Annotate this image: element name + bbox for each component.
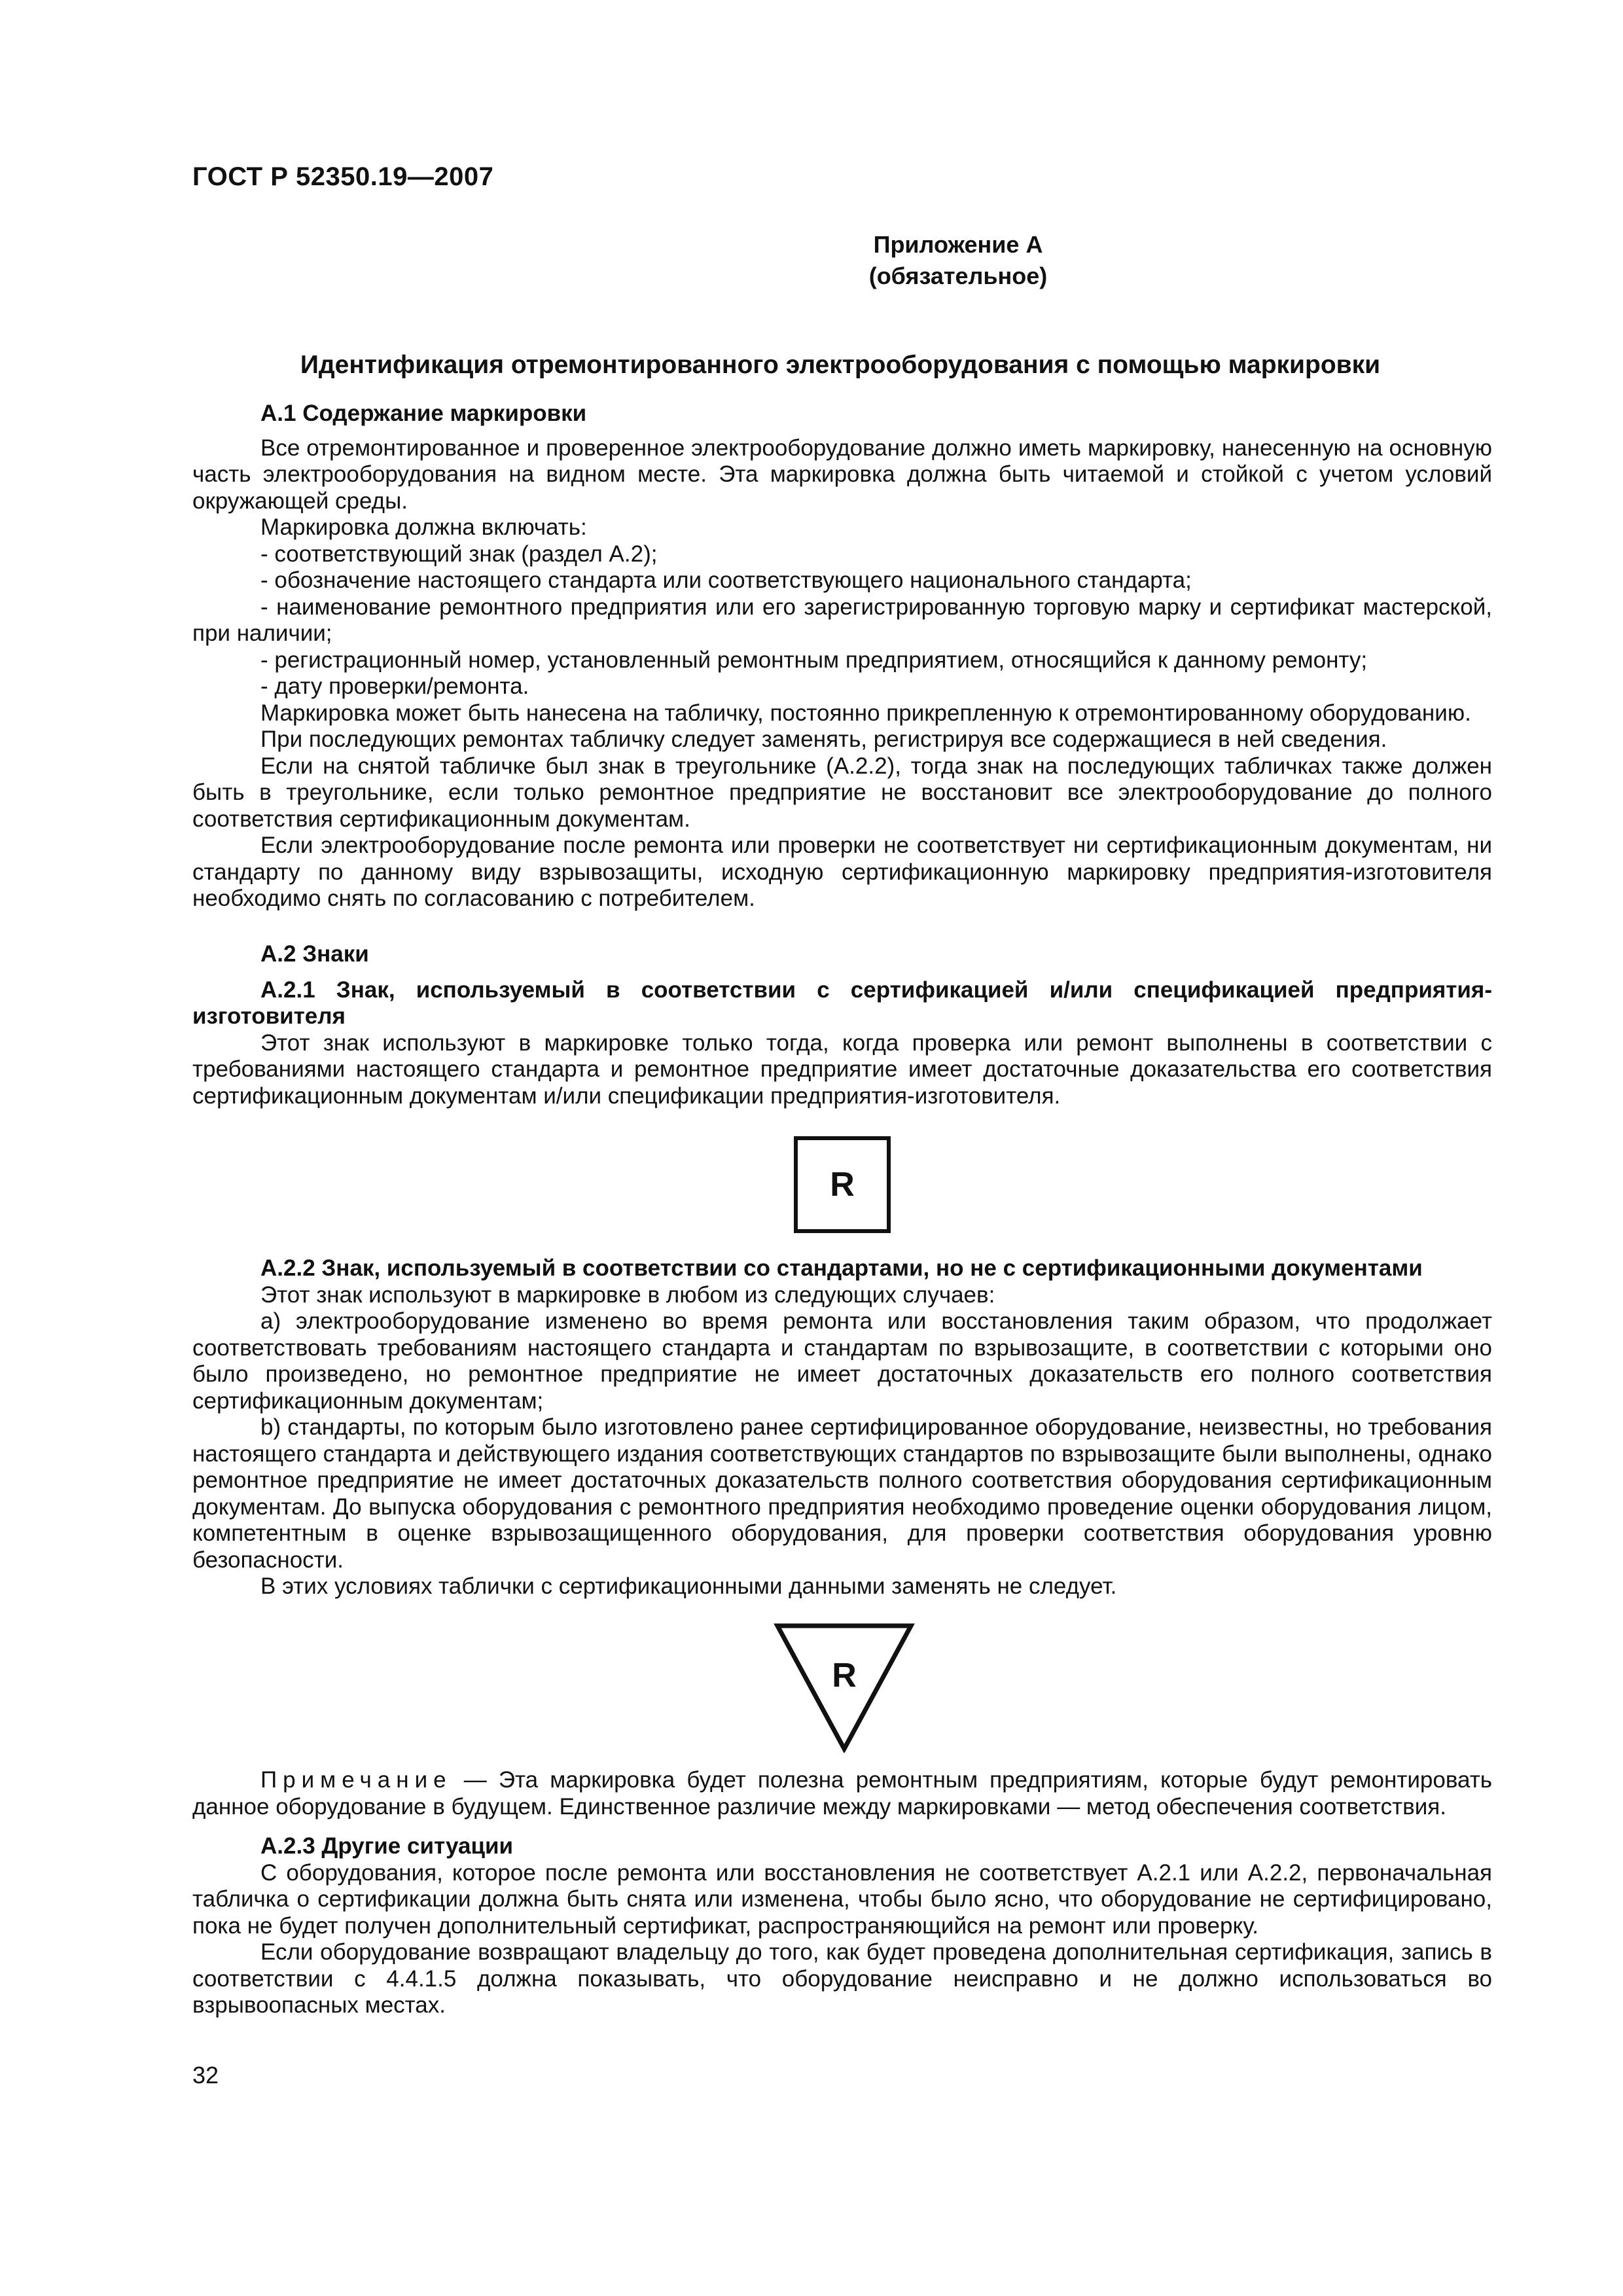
list-item: b) стандарты, по которым было изготовлено ранее сертифицированное оборудование, неизвестны, но требования настоящего стандарта и действующего издания соответствующих стандартов по взрывозащите были выполнены, однако ремонтное предприятие не имеет достаточных доказательств полного соответствия оборудования сертификационным документам. До выпуска оборудования с ремонтного предприятия необходимо проведение оценки оборудования лицом, компетентным в оценке взрывозащищенного оборудования, для проверки соответствия оборудования уровню безопасности.: [192, 1414, 1492, 1573]
document-code: ГОСТ Р 52350.19—2007: [192, 162, 494, 191]
triangle-sign-letter: R: [832, 1657, 857, 1695]
paragraph: Маркировка должна включать:: [260, 514, 587, 540]
paragraph: Этот знак используют в маркировке в любом из следующих случаев:: [260, 1282, 995, 1308]
note: [192, 1767, 1492, 1820]
annex-heading: [192, 229, 1488, 292]
list-item: - обозначение настоящего стандарта или соответствующего национального стандарта;: [260, 567, 1192, 593]
section-a22-heading: А.2.2 Знак, используемый в соответствии со стандартами, но не с сертификационными документами: [260, 1255, 1423, 1281]
annex-label: Приложение А: [873, 231, 1043, 258]
sign-letter: R: [830, 1166, 855, 1204]
paragraph: Если электрооборудование после ремонта или проверки не соответствует ни сертификационным документам, ни стандарту по данному виду взрывозащиты, исходную сертификационную маркировку предприятия-изготовителя необходимо снять по согласованию с потребителем.: [192, 833, 1492, 911]
paragraph: При последующих ремонтах табличку следует заменять, регистрируя все содержащиеся в ней сведения.: [260, 726, 1387, 752]
section-a2-heading: А.2 Знаки: [260, 941, 369, 967]
note-label: Примечание: [260, 1767, 452, 1793]
list-item: - наименование ремонтного предприятия или его зарегистрированную торговую марку и сертификат мастерской, при наличии;: [192, 594, 1492, 646]
annex-title: Идентификация отремонтированного электрооборудования с помощью маркировки: [300, 351, 1381, 379]
section-a2: [192, 941, 1492, 1109]
paragraph: Маркировка может быть нанесена на табличку, постоянно прикрепленную к отремонтированному оборудованию.: [260, 700, 1471, 726]
paragraph: Этот знак используют в маркировке только тогда, когда проверка или ремонт выполнены в соответствии с требованиями настоящего стандарта и ремонтное предприятие имеет достаточные доказательства его соответствия сертификационным документам и/или спецификации предприятия-изготовителя.: [192, 1030, 1492, 1109]
annex-status: (обязательное): [868, 262, 1048, 289]
list-item: - соответствующий знак (раздел А.2);: [260, 541, 658, 567]
section-note-a23: [192, 1767, 1492, 2019]
list-item: а) электрооборудование изменено во время ремонта или восстановления таким образом, что продолжает соответствовать требованиям настоящего стандарта и стандартам по взрывозащите, в соответствии с которыми оно было произведено, но ремонтное предприятие не имеет достаточных доказательств его полного соответствия сертификационным документам;: [192, 1308, 1492, 1414]
section-a21-heading: А.2.1 Знак, используемый в соответствии с сертификацией и/или спецификацией предприятия-изготовителя: [192, 977, 1492, 1029]
list-item: - дату проверки/ремонта.: [260, 673, 529, 699]
section-a22: [192, 1255, 1492, 1600]
paragraph: В этих условиях таблички с сертификационными данными заменять не следует.: [260, 1573, 1117, 1599]
section-a1-heading: А.1 Содержание маркировки: [260, 401, 587, 426]
section-a23-heading: А.2.3 Другие ситуации: [260, 1833, 513, 1859]
paragraph: С оборудования, которое после ремонта или восстановления не соответствует А.2.1 или А.2.2, первоначальная табличка о сертификации должна быть снята или изменена, чтобы было ясно, что оборудование не сертифицировано, пока не будет получен дополнительный сертификат, распространяющийся на ремонт или проверку.: [192, 1859, 1492, 1939]
section-a1: [192, 401, 1492, 912]
paragraph: Если на снятой табличке был знак в треугольнике (А.2.2), тогда знак на последующих табличках также должен быть в треугольнике, если только ремонтное предприятие не восстановит все электрооборудование до полного соответствия сертификационным документам.: [192, 753, 1492, 832]
sign-r-in-square: [794, 1136, 891, 1233]
paragraph: Если оборудование возвращают владельцу до того, как будет проведена дополнительная сертификация, запись в соответствии с 4.4.1.5 должна показывать, что оборудование неисправно и не должно использоваться во взрывоопасных местах.: [192, 1939, 1492, 2018]
list-item: - регистрационный номер, установленный ремонтным предприятием, относящийся к данному ремонту;: [260, 647, 1368, 673]
note-text: — Эта маркировка будет полезна ремонтным предприятиям, которые будут ремонтировать данное оборудование в будущем. Единственное различие между маркировками — метод обеспечения соответствия.: [192, 1767, 1492, 1820]
page-number: 32: [192, 2062, 219, 2089]
paragraph: Все отремонтированное и проверенное электрооборудование должно иметь маркировку, нанесенную на основную часть электрооборудования на видном месте. Эта маркировка должна быть читаемой и стойкой с учетом условий окружающей среды.: [192, 435, 1492, 514]
